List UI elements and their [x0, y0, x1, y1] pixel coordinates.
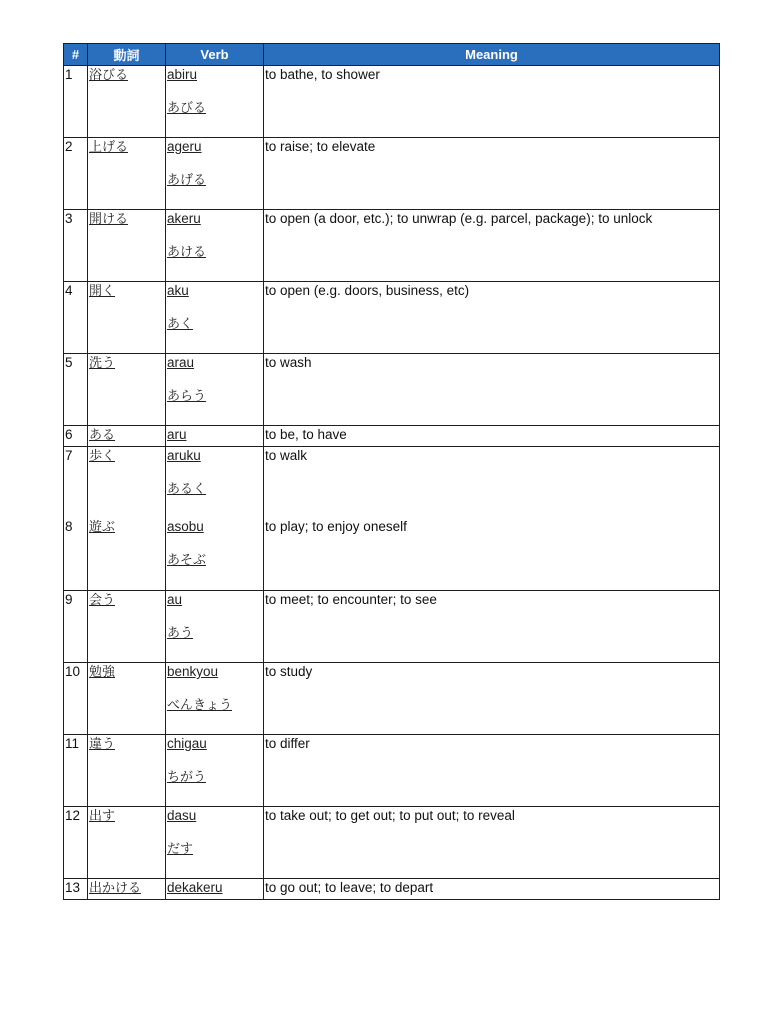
row-number: 5 — [64, 354, 88, 426]
kana-link[interactable]: あう — [167, 626, 194, 641]
row-number: 9 — [64, 591, 88, 663]
kanji-cell — [88, 447, 166, 519]
header-verb: Verb — [166, 44, 264, 66]
row-number: 2 — [64, 138, 88, 210]
meaning-cell: to take out; to get out; to put out; to reveal — [264, 807, 720, 879]
meaning-cell: to meet; to encounter; to see — [264, 591, 720, 663]
kanji-cell — [88, 282, 166, 354]
header-meaning: Meaning — [264, 44, 720, 66]
kanji-link[interactable]: 遊ぶ — [89, 520, 116, 535]
meaning-cell: to walk — [264, 447, 720, 519]
table-row — [64, 138, 720, 210]
kanji-cell — [88, 426, 166, 447]
meaning-cell: to study — [264, 663, 720, 735]
verb-cell — [166, 354, 264, 426]
table-row — [64, 447, 720, 519]
meaning-cell: to open (a door, etc.); to unwrap (e.g. parcel, package); to unlock — [264, 210, 720, 282]
table-row — [64, 282, 720, 354]
romaji-link[interactable]: asobu — [167, 519, 204, 534]
meaning-cell: to play; to enjoy oneself — [264, 518, 720, 591]
meaning-cell: to be, to have — [264, 426, 720, 447]
table-row — [64, 354, 720, 426]
kanji-cell — [88, 591, 166, 663]
row-number: 8 — [64, 518, 88, 591]
verb-cell — [166, 879, 264, 900]
kanji-cell — [88, 879, 166, 900]
verb-cell — [166, 807, 264, 879]
kana-link[interactable]: だす — [167, 842, 194, 857]
row-number: 11 — [64, 735, 88, 807]
header-num: # — [64, 44, 88, 66]
romaji-link[interactable]: aruku — [167, 448, 201, 463]
kanji-cell — [88, 663, 166, 735]
romaji-link[interactable]: dekakeru — [167, 880, 223, 895]
romaji-link[interactable]: akeru — [167, 211, 201, 226]
kanji-link[interactable]: 違う — [89, 737, 116, 752]
kanji-link[interactable]: 上げる — [89, 140, 129, 155]
romaji-link[interactable]: abiru — [167, 67, 198, 82]
verb-cell — [166, 735, 264, 807]
kanji-link[interactable]: 出かける — [89, 881, 142, 896]
verb-cell — [166, 591, 264, 663]
romaji-link[interactable]: aku — [167, 283, 189, 298]
verb-cell — [166, 518, 264, 591]
kanji-link[interactable]: 出す — [89, 809, 116, 824]
table-row — [64, 663, 720, 735]
verb-cell — [166, 447, 264, 519]
header-row — [64, 44, 720, 66]
row-number: 3 — [64, 210, 88, 282]
kanji-link[interactable]: 勉強 — [89, 665, 116, 680]
kanji-cell — [88, 138, 166, 210]
verb-cell — [166, 282, 264, 354]
verb-table — [63, 43, 720, 900]
meaning-cell: to wash — [264, 354, 720, 426]
kana-link[interactable]: あるく — [167, 482, 207, 497]
kanji-link[interactable]: 浴びる — [89, 68, 129, 83]
kanji-cell — [88, 735, 166, 807]
romaji-link[interactable]: au — [167, 592, 183, 607]
kana-link[interactable]: べんきょう — [167, 698, 233, 713]
row-number: 6 — [64, 426, 88, 447]
header-kanji: 動詞 — [88, 44, 166, 66]
meaning-cell: to open (e.g. doors, business, etc) — [264, 282, 720, 354]
kana-link[interactable]: あく — [167, 317, 194, 332]
verb-cell — [166, 210, 264, 282]
table-row — [64, 879, 720, 900]
kanji-cell — [88, 66, 166, 138]
row-number: 1 — [64, 66, 88, 138]
kanji-link[interactable]: 歩く — [89, 449, 116, 464]
table-row — [64, 210, 720, 282]
verb-table-container — [63, 43, 719, 900]
verb-cell — [166, 663, 264, 735]
meaning-cell: to bathe, to shower — [264, 66, 720, 138]
row-number: 13 — [64, 879, 88, 900]
table-row — [64, 518, 720, 591]
kana-link[interactable]: あける — [167, 245, 207, 260]
row-number: 12 — [64, 807, 88, 879]
row-number: 4 — [64, 282, 88, 354]
kanji-link[interactable]: ある — [89, 428, 116, 443]
kana-link[interactable]: あびる — [167, 101, 207, 116]
romaji-link[interactable]: dasu — [167, 808, 197, 823]
kanji-cell — [88, 807, 166, 879]
kanji-link[interactable]: 開く — [89, 284, 116, 299]
kanji-link[interactable]: 会う — [89, 593, 116, 608]
kanji-cell — [88, 210, 166, 282]
verb-cell — [166, 426, 264, 447]
table-row — [64, 591, 720, 663]
table-row — [64, 807, 720, 879]
meaning-cell: to raise; to elevate — [264, 138, 720, 210]
meaning-cell: to differ — [264, 735, 720, 807]
kanji-cell — [88, 518, 166, 591]
romaji-link[interactable]: chigau — [167, 736, 207, 751]
table-row — [64, 66, 720, 138]
verb-cell — [166, 66, 264, 138]
table-row — [64, 426, 720, 447]
kana-link[interactable]: あげる — [167, 173, 207, 188]
kana-link[interactable]: あらう — [167, 389, 207, 404]
romaji-link[interactable]: ageru — [167, 139, 202, 154]
kanji-cell — [88, 354, 166, 426]
romaji-link[interactable]: benkyou — [167, 664, 219, 679]
table-row — [64, 735, 720, 807]
row-number: 7 — [64, 447, 88, 519]
romaji-link[interactable]: arau — [167, 355, 195, 370]
kanji-link[interactable]: 開ける — [89, 212, 129, 227]
kana-link[interactable]: あそぶ — [167, 553, 207, 568]
kana-link[interactable]: ちがう — [167, 770, 207, 785]
meaning-cell: to go out; to leave; to depart — [264, 879, 720, 900]
verb-cell — [166, 138, 264, 210]
row-number: 10 — [64, 663, 88, 735]
romaji-link[interactable]: aru — [167, 427, 187, 442]
kanji-link[interactable]: 洗う — [89, 356, 116, 371]
